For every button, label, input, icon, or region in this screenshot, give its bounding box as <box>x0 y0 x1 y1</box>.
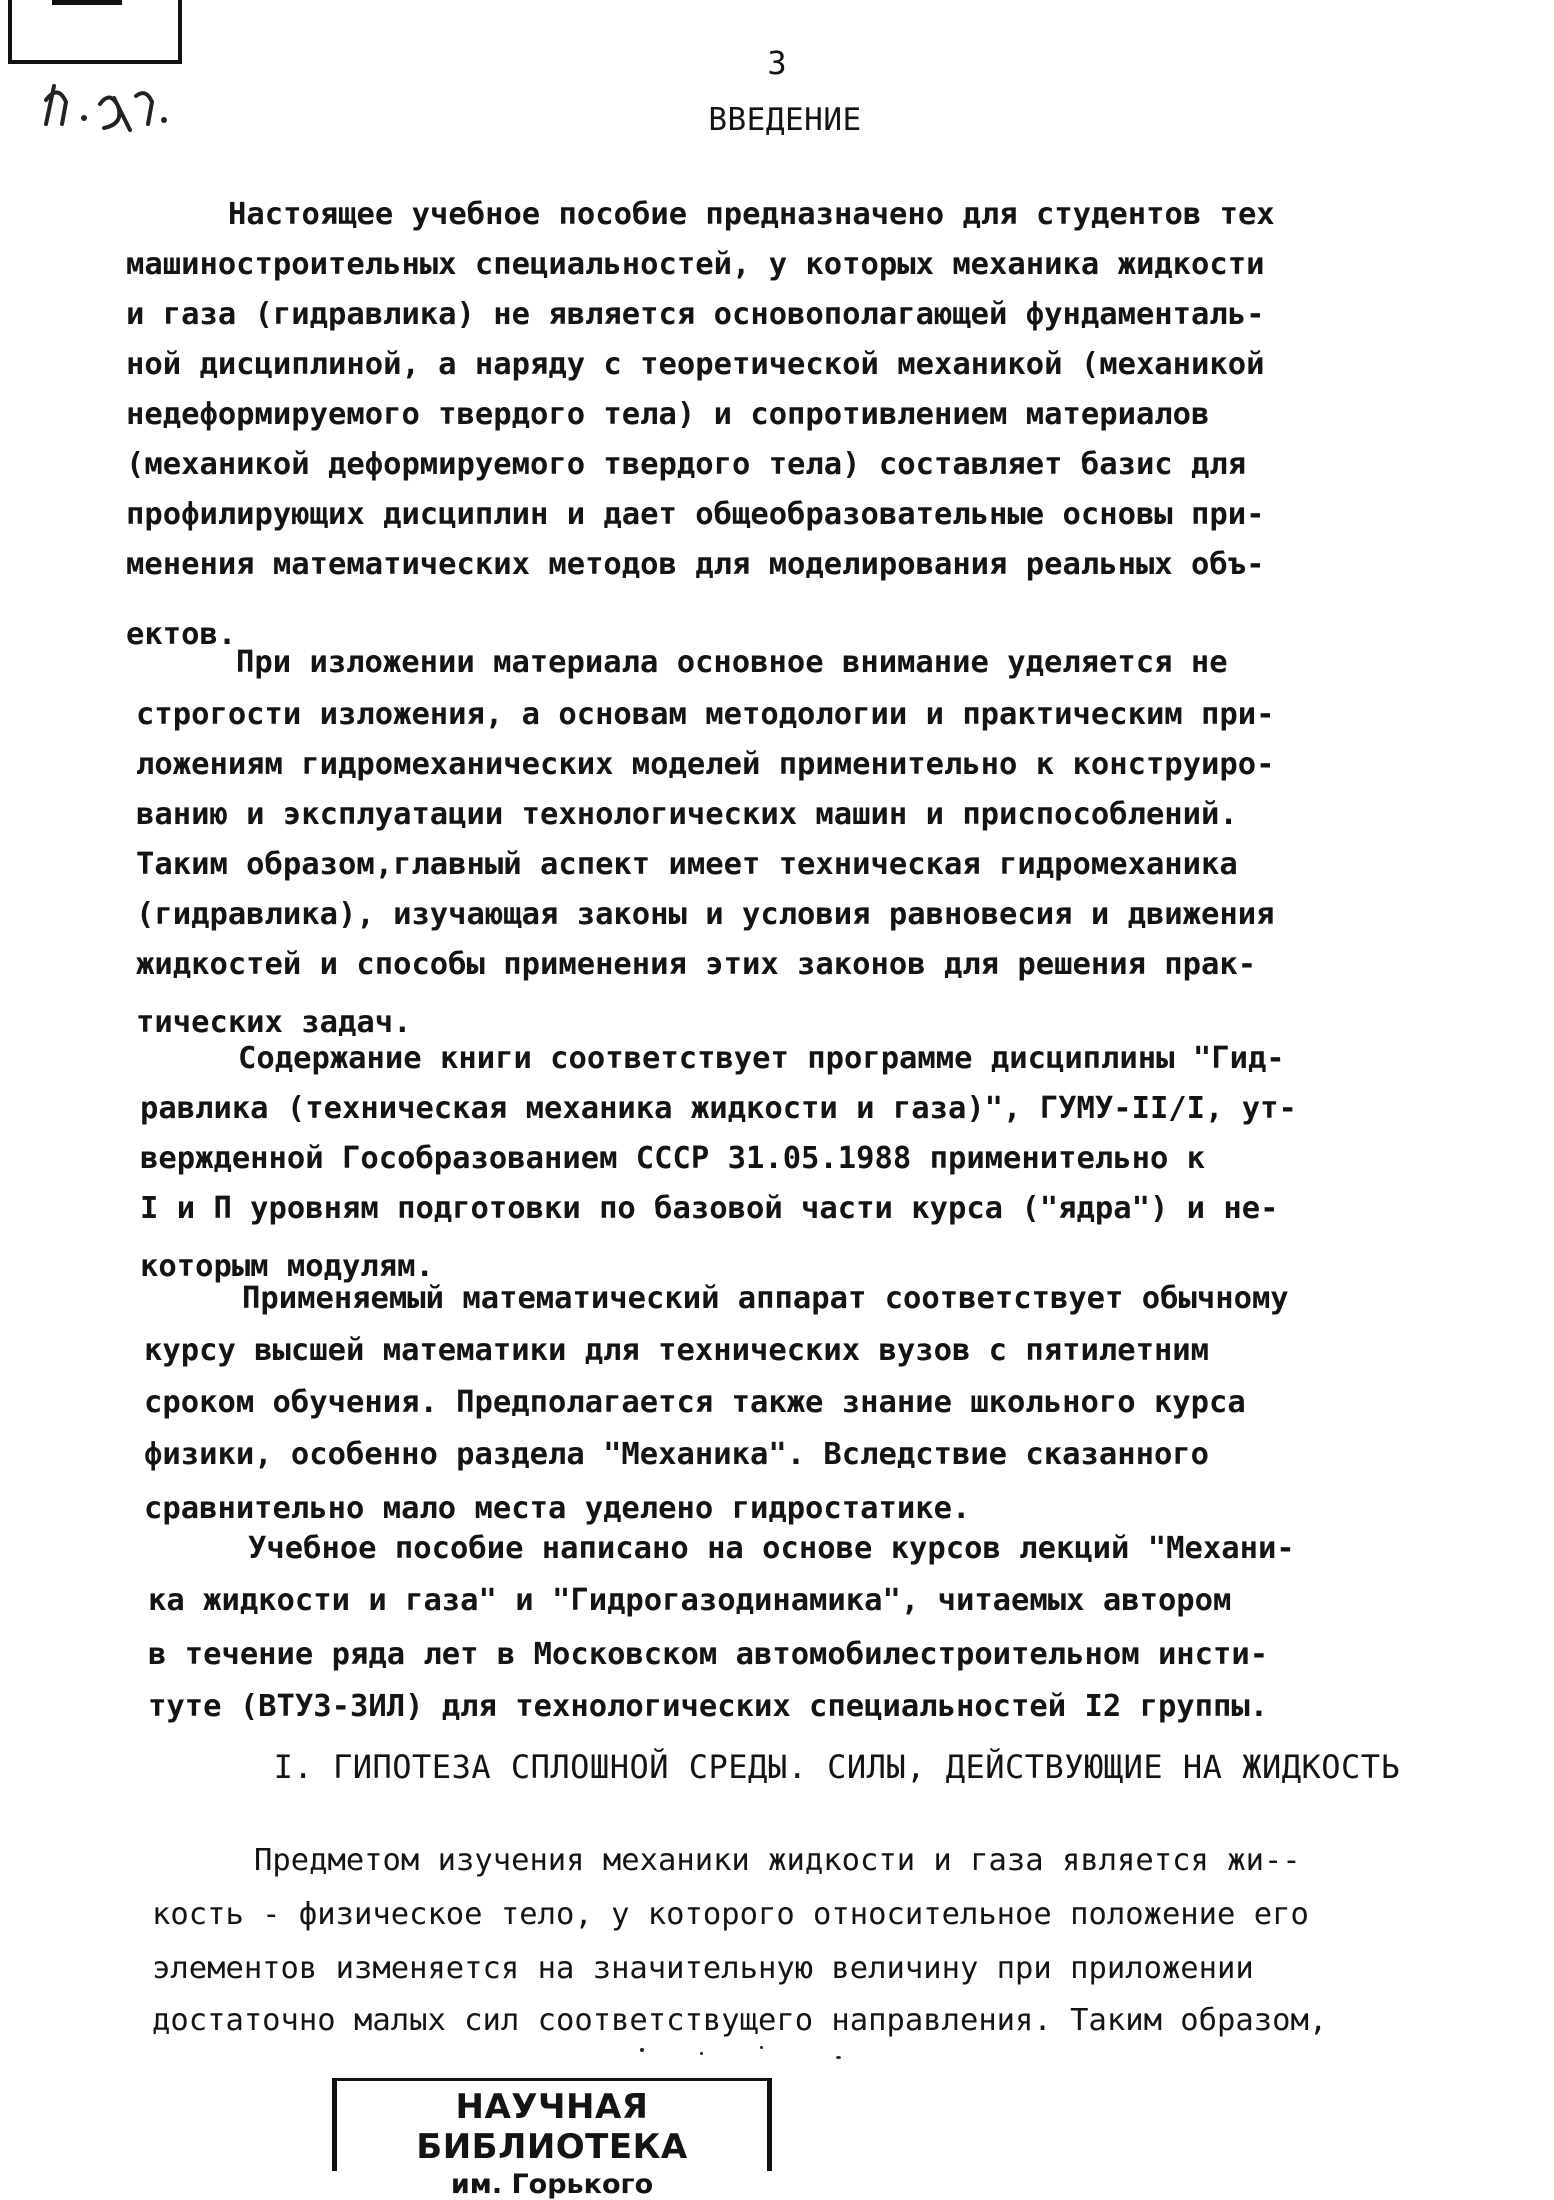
text-line: и газа (гидравлика) не является основополагающей фундаменталь- <box>126 297 1265 332</box>
ink-speck <box>640 2048 644 2052</box>
stamp-line-1: НАУЧНАЯ БИБЛИОТЕКА <box>416 2087 688 2167</box>
text-line: ка жидкости и газа" и "Гидрогазодинамика", читаемых автором <box>148 1583 1232 1618</box>
text-line: (механикой деформируемого твердого тела) составляет базис для <box>126 447 1247 482</box>
text-line: (гидравлика), изучающая законы и условия равновесия и движения <box>136 897 1275 932</box>
text-line: Таким образом,главный аспект имеет техническая гидромеханика <box>136 847 1238 882</box>
text-line: Применяемый математический аппарат соответствует обычному <box>242 1281 1289 1316</box>
ink-speck <box>760 2046 763 2049</box>
text-line: тических задач. <box>136 1005 412 1040</box>
text-line: сравнительно мало места уделено гидростатике. <box>144 1491 971 1526</box>
text-line: сроком обучения. Предполагается также знание школьного курса <box>144 1385 1246 1420</box>
text-line: Учебное пособие написано на основе курсов лекций "Механи- <box>248 1531 1295 1566</box>
ink-speck <box>700 2052 703 2055</box>
text-line: строгости изложения, а основам методологии и практическим при- <box>136 697 1275 732</box>
text-line: ванию и эксплуатации технологических машин и приспособлений. <box>136 797 1238 832</box>
text-line: Содержание книги соответствует программе дисциплины "Гид- <box>238 1041 1285 1076</box>
text-line: ектов. <box>126 617 237 652</box>
stamp-line-2: им. Горького <box>450 2169 654 2200</box>
text-line: Предметом изучения механики жидкости и газа является жи-- <box>254 1843 1301 1878</box>
text-line: менения математических методов для моделирования реальных объ- <box>126 547 1265 582</box>
text-line: профилирующих дисциплин и дает общеобразовательные основы при- <box>126 497 1265 532</box>
text-line: курсу высшей математики для технических вузов с пятилетним <box>144 1333 1210 1368</box>
text-line: достаточно малых сил соответствущего направления. Таким образом, <box>152 2003 1328 2038</box>
text-line: в течение ряда лет в Московском автомобилестроительном инсти- <box>148 1637 1269 1672</box>
text-line: ложениям гидромеханических моделей применительно к конструиро- <box>136 747 1275 782</box>
section-heading: I. ГИПОТЕЗА СПЛОШНОЙ СРЕДЫ. СИЛЫ, ДЕЙСТВУЮЩИЕ НА ЖИДКОСТЬ <box>273 1748 1401 1786</box>
text-line: равлика (техническая механика жидкости и газа)", ГУМУ-II/I, ут- <box>140 1091 1297 1126</box>
text-line: физики, особенно раздела "Механика". Вследствие сказанного <box>144 1437 1210 1472</box>
text-line: машиностроительных специальностей, у которых механика жидкости <box>126 247 1265 282</box>
text-line: жидкостей и способы применения этих законов для решения прак- <box>136 947 1257 982</box>
library-stamp <box>332 2078 772 2200</box>
page-number: 3 <box>767 44 787 82</box>
text-line: элементов изменяется на значительную величину при приложении <box>152 1951 1254 1986</box>
ink-speck <box>836 2056 841 2059</box>
text-line: Настоящее учебное пособие предназначено для студентов тех <box>228 197 1275 232</box>
text-line: кость - физическое тело, у которого относительное положение его <box>152 1897 1309 1932</box>
text-line: При изложении материала основное внимание уделяется не <box>236 645 1228 680</box>
text-line: недеформируемого твердого тела) и сопротивлением материалов <box>126 397 1210 432</box>
text-line: туте (ВТУЗ-ЗИЛ) для технологических специальностей I2 группы. <box>148 1689 1269 1724</box>
text-line: которым модулям. <box>140 1249 434 1284</box>
text-line: ной дисциплиной, а наряду с теоретической механикой (механикой <box>126 347 1265 382</box>
text-line: I и П уровням подготовки по базовой части курса ("ядра") и не- <box>140 1191 1279 1226</box>
intro-heading: ВВЕДЕНИЕ <box>708 102 862 138</box>
text-line: вержденной Гособразованием СССР 31.05.1988 применительно к <box>140 1141 1206 1176</box>
